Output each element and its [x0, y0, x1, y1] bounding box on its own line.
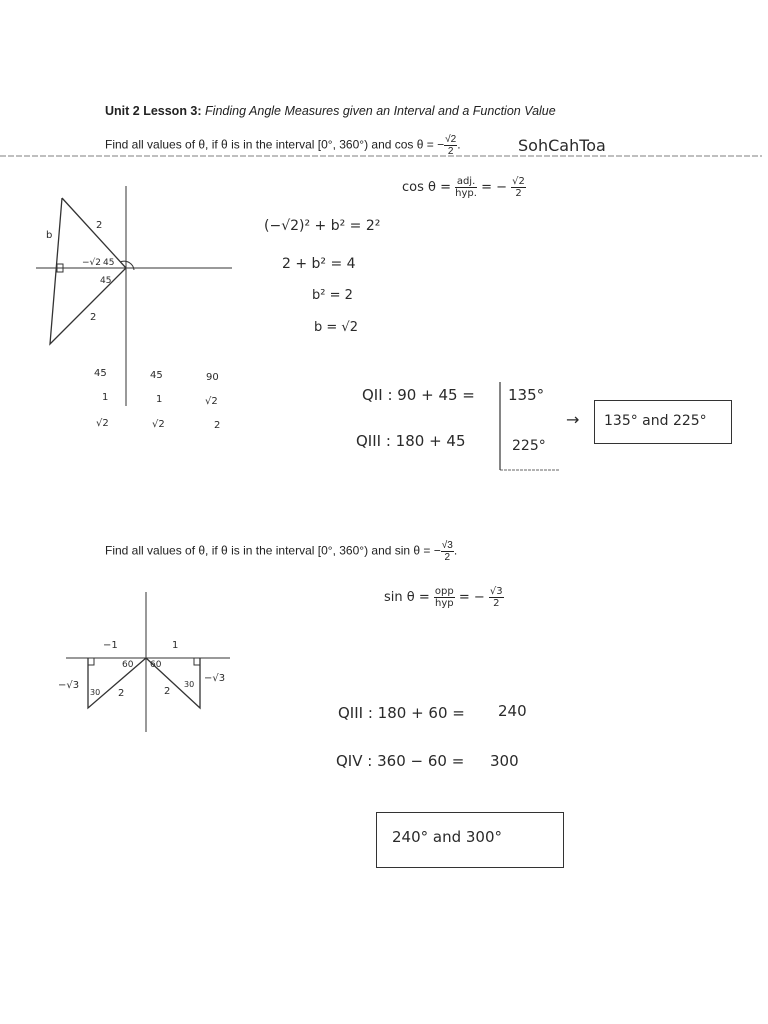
work-line-1: (−√2)² + b² = 2² — [264, 218, 381, 234]
q3-line — [356, 432, 466, 450]
t1-label-angle2: 45 — [100, 276, 112, 286]
table-r1c3: √2 — [205, 396, 218, 407]
t1-triangle — [50, 198, 126, 344]
t1-label-hyp-bottom: 2 — [90, 312, 97, 323]
sin-ratio-den: hyp — [435, 598, 454, 609]
cos-ratio-num: adj. — [456, 176, 476, 187]
t2-left-triangle — [88, 658, 146, 708]
table-r2c2: √2 — [152, 419, 165, 430]
q3-result: 225° — [512, 438, 546, 454]
cos-ratio-lhs: cos θ = — [402, 180, 451, 195]
page-title — [105, 104, 556, 118]
title-topic: Finding Angle Measures given an Interval and a Function Value — [205, 104, 556, 118]
result-bracket-1 — [496, 380, 576, 480]
t2-label-right-side: −√3 — [204, 673, 226, 684]
q3b-result: 240 — [498, 702, 527, 720]
cos-ratio-den: hyp. — [455, 188, 477, 199]
table-r1c2: 1 — [156, 394, 163, 405]
table-r1c1: 1 — [102, 392, 109, 403]
cos-ratio-value — [511, 176, 526, 199]
cos-ratio — [402, 176, 526, 199]
t2-label-left-side: −√3 — [58, 680, 80, 691]
problem2-prompt — [105, 540, 457, 563]
sin-ratio — [384, 586, 504, 609]
t2-label-right-top: 1 — [172, 640, 179, 651]
work-line-2: 2 + b² = 4 — [282, 256, 356, 272]
q2-label: QII — [362, 386, 383, 404]
t2-label-left-angle: 60 — [122, 660, 134, 670]
q4-line — [336, 752, 464, 770]
q3b-line — [338, 704, 465, 722]
t2-label-left-top: −1 — [103, 640, 118, 651]
sin-ratio-num: opp — [434, 586, 454, 597]
cos-ratio-frac — [455, 176, 477, 199]
t1-label-angle: 45 — [103, 258, 115, 268]
sin-ratio-val-num: √3 — [489, 586, 503, 597]
sin-ratio-value — [489, 586, 504, 609]
q2-expr: : 90 + 45 = — [387, 386, 475, 404]
table-h3: 90 — [206, 372, 219, 383]
problem2-prompt-suffix: . — [453, 543, 458, 558]
t2-label-right-low-angle: 30 — [184, 680, 195, 689]
answer1-text: 135° and 225° — [604, 413, 707, 429]
q3b-label: QIII — [338, 704, 364, 722]
sin-ratio-val-den: 2 — [493, 598, 500, 609]
sin-ratio-eq: = − — [458, 590, 485, 605]
q4-label: QIV — [336, 752, 363, 770]
work-line-3: b² = 2 — [312, 288, 353, 303]
table-r2c3: 2 — [214, 420, 221, 431]
q3b-expr: : 180 + 60 = — [367, 704, 465, 722]
problem2-frac-num: √3 — [441, 540, 453, 551]
table-r2c1: √2 — [96, 418, 109, 429]
q2-result: 135° — [508, 386, 545, 404]
q4-result: 300 — [490, 752, 519, 770]
t1-label-b: b — [46, 230, 53, 241]
q3-expr: : 180 + 45 — [385, 432, 466, 450]
q4-expr: : 360 − 60 = — [367, 752, 465, 770]
mnemonic: SohCahToa — [518, 136, 606, 155]
cos-ratio-eq: = − — [481, 180, 507, 195]
separator-line — [0, 152, 768, 162]
sin-ratio-lhs: sin θ = — [384, 590, 430, 605]
cos-ratio-val-den: 2 — [515, 188, 522, 199]
t2-label-right-hyp: 2 — [164, 686, 171, 697]
arrow-icon: → — [566, 410, 580, 429]
q2-line — [362, 386, 475, 404]
t2-left-right-angle — [88, 658, 94, 665]
cos-ratio-val-num: √2 — [512, 176, 525, 187]
answer2-text: 240° and 300° — [392, 828, 503, 846]
table-h1: 45 — [94, 368, 107, 379]
problem2-fraction — [441, 540, 454, 563]
title-unit: Unit 2 Lesson 3: — [105, 104, 202, 118]
problem1-prompt-text: Find all values of θ, if θ is in the interval [0°, 360°) and cos θ = − — [105, 137, 445, 152]
problem1-frac-num: √2 — [445, 134, 457, 145]
t1-angle-arc — [120, 261, 134, 270]
t1-label-adj: −√2 — [82, 258, 102, 268]
t1-label-hyp-top: 2 — [96, 220, 103, 231]
problem1-frac-den: 2 — [447, 146, 454, 157]
t2-label-right-angle: 60 — [150, 660, 162, 670]
t2-label-left-low-angle: 30 — [90, 688, 101, 697]
t2-label-left-hyp: 2 — [118, 688, 125, 699]
problem1-prompt-suffix: . — [457, 137, 461, 152]
work-line-4: b = √2 — [314, 320, 358, 335]
sin-ratio-frac — [434, 586, 455, 609]
table-h2: 45 — [150, 370, 163, 381]
t2-right-right-angle — [194, 658, 200, 665]
q3-label: QIII — [356, 432, 382, 450]
problem2-prompt-text: Find all values of θ, if θ is in the interval [0°, 360°) and sin θ = − — [105, 543, 441, 558]
problem2-frac-den: 2 — [444, 552, 451, 563]
